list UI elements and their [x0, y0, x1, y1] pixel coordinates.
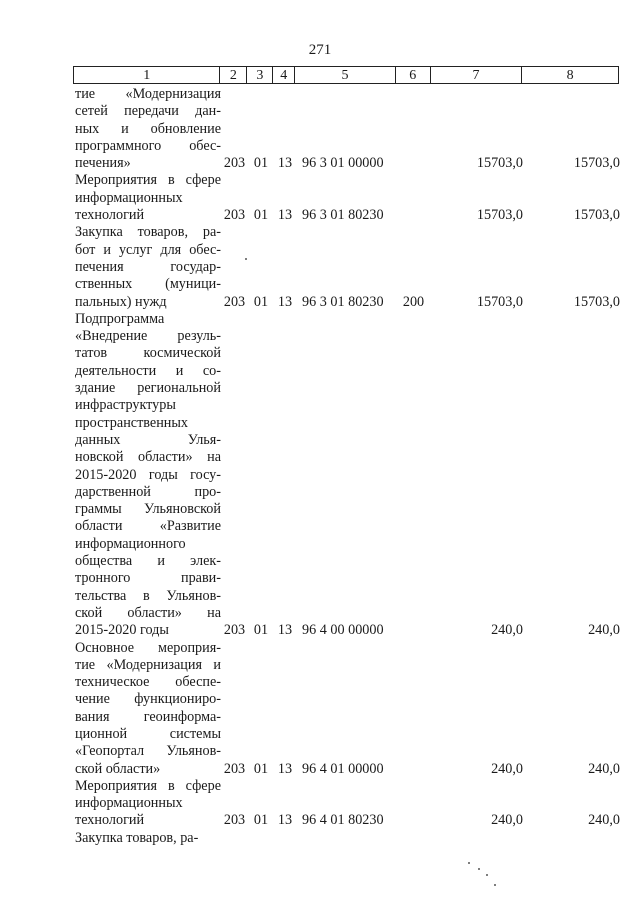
cell-col-4: 13 — [277, 293, 293, 310]
header-col-7: 7 — [431, 67, 523, 83]
header-col-1: 1 — [74, 67, 220, 83]
cell-col-5: 96 4 01 00000 — [302, 760, 384, 777]
cell-col-2: 203 — [223, 155, 246, 172]
description-line: техническое обеспе- — [75, 674, 221, 691]
row-description — [75, 311, 221, 640]
row-description — [75, 172, 221, 224]
table-row — [75, 172, 620, 224]
description-line: вания геоинформа- — [75, 708, 221, 725]
cell-col-5: 96 4 01 80230 — [302, 812, 384, 829]
description-line: ных и обновление — [75, 120, 221, 137]
cell-col-6: 200 — [402, 293, 425, 310]
cell-col-5: 96 3 01 00000 — [302, 155, 384, 172]
cell-col-5: 96 3 01 80230 — [302, 207, 384, 224]
cell-col-5: 96 3 01 80230 — [302, 293, 384, 310]
cell-col-2: 203 — [223, 207, 246, 224]
description-line: программного обес- — [75, 137, 221, 154]
description-line: деятельности и со- — [75, 362, 221, 379]
header-col-6: 6 — [396, 67, 431, 83]
scan-speck — [478, 868, 480, 870]
description-line: информационного — [75, 535, 186, 552]
description-line: ционной системы — [75, 725, 221, 742]
description-line: общества и элек- — [75, 553, 221, 570]
table-header — [73, 66, 619, 84]
description-line: «Внедрение резуль- — [75, 328, 221, 345]
description-line: тронного прави- — [75, 570, 221, 587]
cell-col-8: 240,0 — [588, 622, 620, 639]
description-line: пространственных — [75, 414, 189, 431]
cell-col-4: 13 — [277, 622, 293, 639]
header-col-4: 4 — [273, 67, 295, 83]
cell-col-3: 01 — [253, 760, 269, 777]
cell-col-3: 01 — [253, 207, 269, 224]
description-line: татов космической — [75, 345, 221, 362]
cell-col-7: 240,0 — [491, 622, 523, 639]
cell-col-4: 13 — [277, 812, 293, 829]
description-line: информационных — [75, 795, 183, 812]
table-row — [75, 224, 620, 310]
description-line: технологий — [75, 207, 145, 224]
table-row — [75, 778, 620, 830]
row-description — [75, 224, 221, 310]
description-line: технологий — [75, 812, 145, 829]
description-line: ской области» на — [75, 604, 221, 621]
description-line: печения государ- — [75, 258, 221, 275]
cell-col-2: 203 — [223, 293, 246, 310]
cell-col-2: 203 — [223, 760, 246, 777]
description-line: Закупка товаров, ра- — [75, 829, 199, 846]
description-line: ственных (муници- — [75, 276, 221, 293]
table-row — [75, 640, 620, 778]
row-description — [75, 86, 221, 172]
scan-speck — [486, 874, 488, 876]
description-line: печения» — [75, 155, 131, 172]
cell-col-7: 240,0 — [491, 812, 523, 829]
cell-col-7: 15703,0 — [476, 293, 523, 310]
cell-col-2: 203 — [223, 622, 246, 639]
cell-col-8: 15703,0 — [573, 155, 620, 172]
cell-col-4: 13 — [277, 207, 293, 224]
table-row — [75, 830, 620, 847]
description-line: данных Улья- — [75, 431, 221, 448]
cell-col-8: 240,0 — [588, 760, 620, 777]
cell-col-4: 13 — [277, 760, 293, 777]
cell-col-3: 01 — [253, 812, 269, 829]
cell-col-8: 15703,0 — [573, 293, 620, 310]
description-line: тельства в Ульянов- — [75, 587, 221, 604]
description-line: инфраструктуры — [75, 397, 176, 414]
cell-col-5: 96 4 00 00000 — [302, 622, 384, 639]
description-line: пальных) нужд — [75, 293, 167, 310]
header-col-8: 8 — [566, 68, 574, 83]
description-line: Мероприятия в сфере — [75, 172, 221, 189]
description-line: 2015-2020 годы — [75, 622, 169, 639]
description-line: граммы Ульяновской — [75, 501, 221, 518]
description-line: ской области» — [75, 760, 161, 777]
description-line: Основное мероприя- — [75, 639, 221, 656]
cell-col-8: 15703,0 — [573, 207, 620, 224]
table-row — [75, 86, 620, 172]
table-row — [75, 311, 620, 640]
cell-col-7: 15703,0 — [476, 207, 523, 224]
budget-table-body — [75, 86, 620, 847]
row-description — [75, 830, 221, 847]
description-line: тие «Модернизация — [75, 86, 221, 102]
description-line: информационных — [75, 189, 183, 206]
page-number: 271 — [308, 42, 332, 58]
description-line: здание региональной — [75, 380, 221, 397]
header-col-3: 3 — [247, 67, 273, 83]
row-description — [75, 778, 221, 830]
description-line: «Геопортал Ульянов- — [75, 743, 221, 760]
cell-col-3: 01 — [253, 155, 269, 172]
cell-col-3: 01 — [253, 622, 269, 639]
description-line: тие «Модернизация и — [75, 656, 221, 673]
row-description — [75, 640, 221, 778]
scan-speck — [494, 884, 496, 886]
description-line: 2015-2020 годы госу- — [75, 466, 221, 483]
description-line: новской области» на — [75, 449, 221, 466]
description-line: сетей передачи дан- — [75, 103, 221, 120]
cell-col-7: 15703,0 — [476, 155, 523, 172]
description-line: области «Развитие — [75, 518, 221, 535]
description-line: Закупка товаров, ра- — [75, 224, 221, 241]
cell-col-8: 240,0 — [588, 812, 620, 829]
description-line: чение функциониро- — [75, 691, 221, 708]
description-line: Подпрограмма — [75, 310, 165, 327]
header-col-5: 5 — [295, 67, 396, 83]
cell-col-7: 240,0 — [491, 760, 523, 777]
cell-col-3: 01 — [253, 293, 269, 310]
cell-col-2: 203 — [223, 812, 246, 829]
header-col-2: 2 — [220, 67, 247, 83]
scan-speck — [245, 258, 247, 260]
description-line: дарственной про- — [75, 483, 221, 500]
description-line: Мероприятия в сфере — [75, 777, 221, 794]
description-line: бот и услуг для обес- — [75, 241, 221, 258]
cell-col-4: 13 — [277, 155, 293, 172]
scan-speck — [468, 862, 470, 864]
